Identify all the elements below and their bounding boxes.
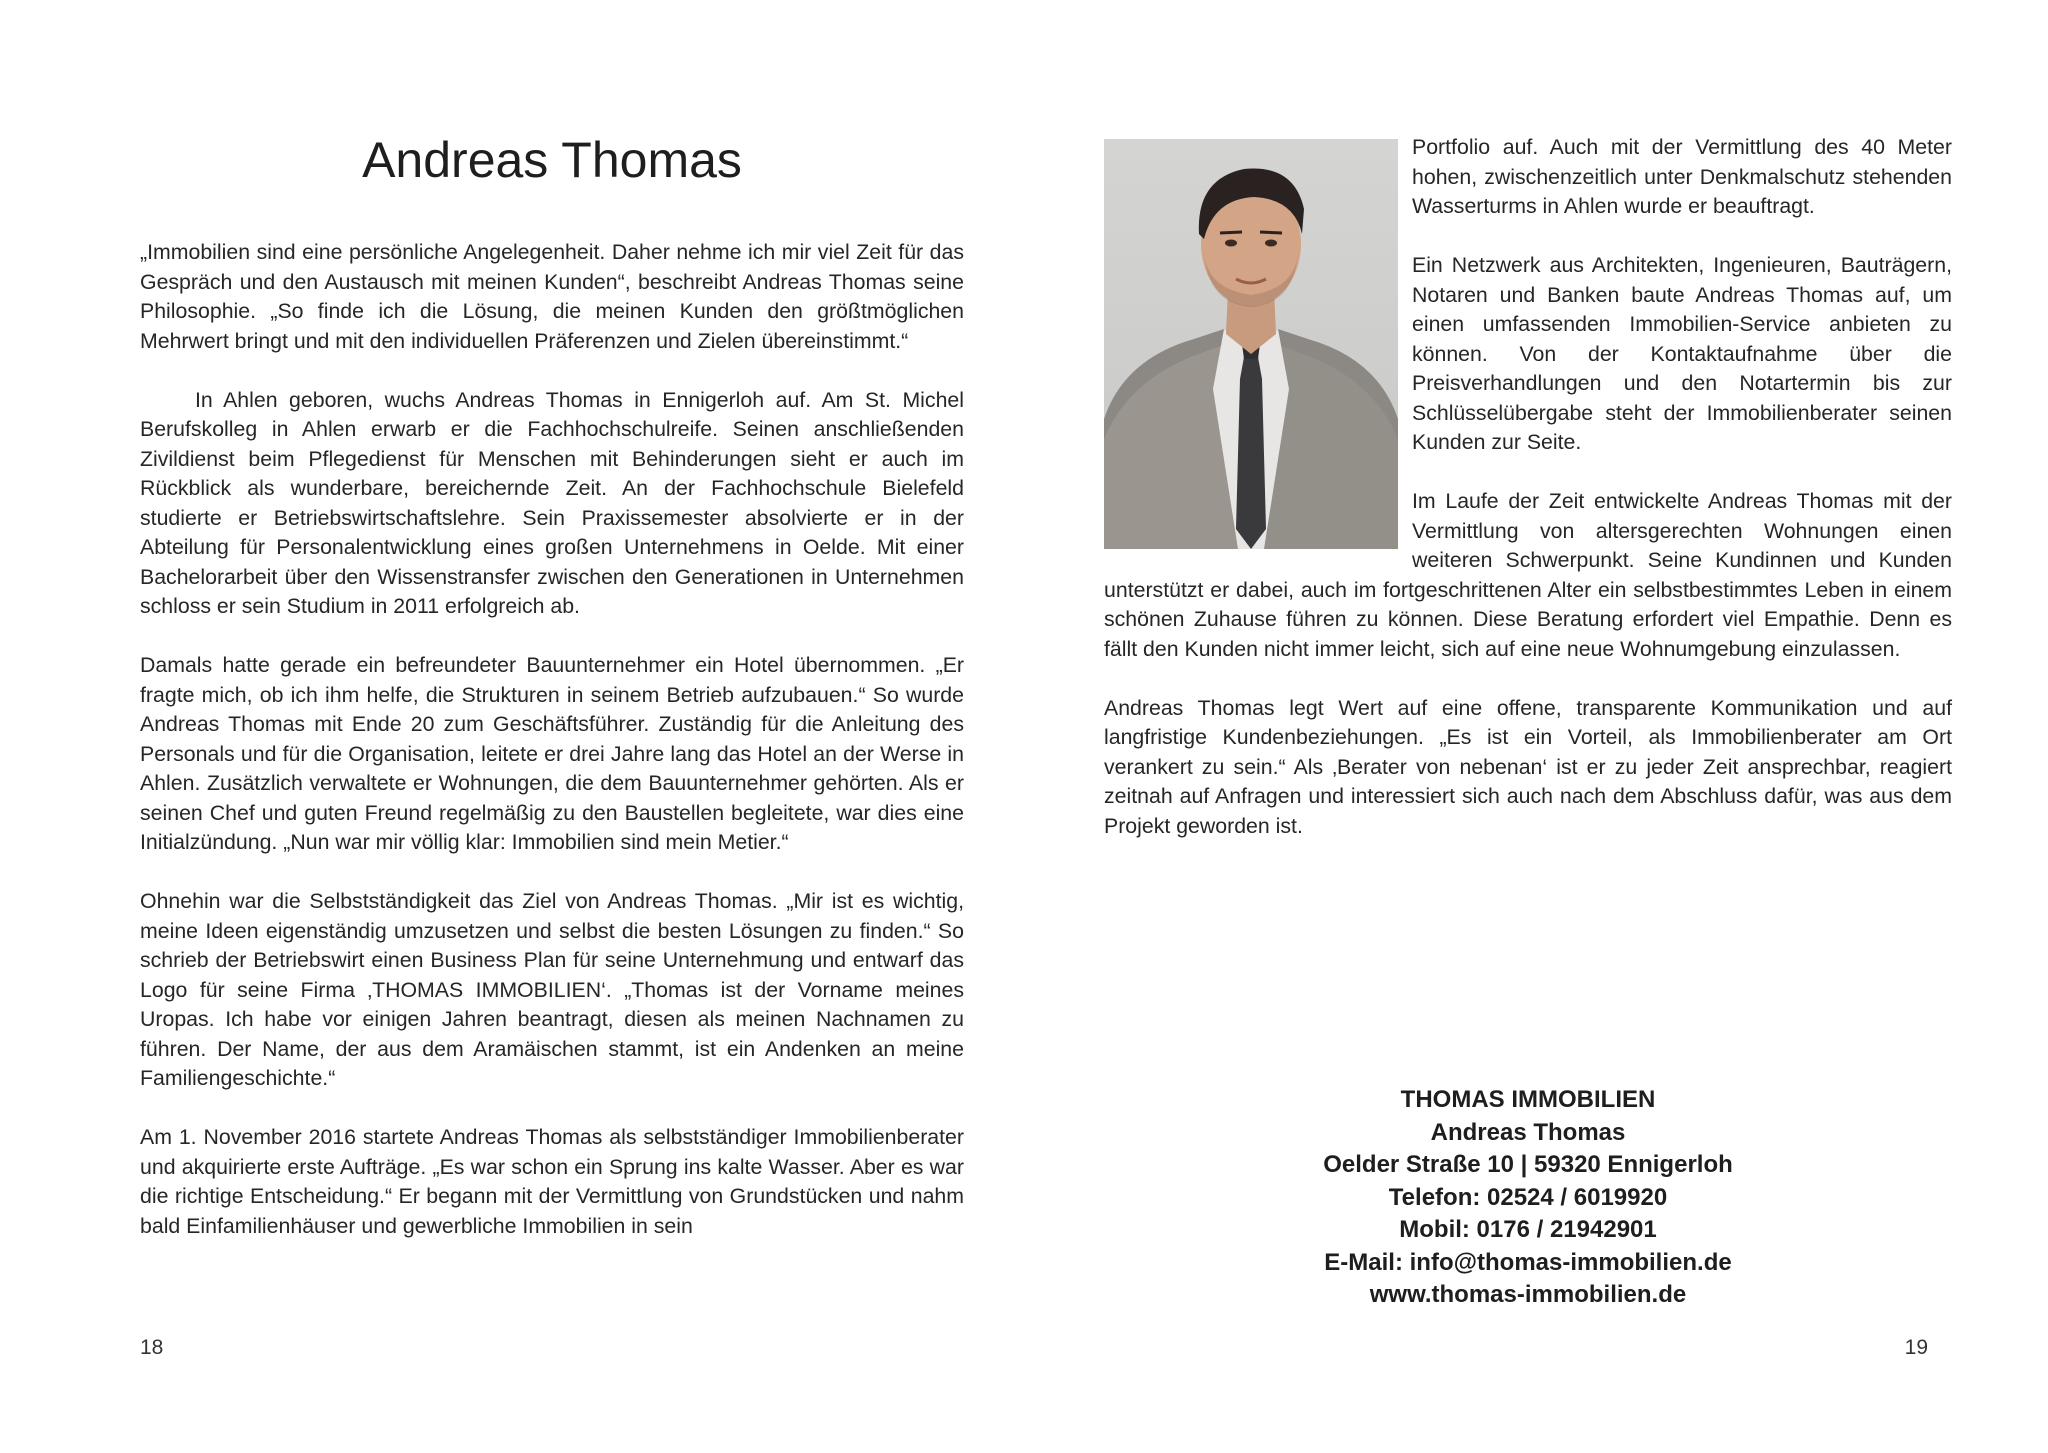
paragraph-portfolio: Portfolio auf. Auch mit der Vermittlung des 40 Meter hohen, zwischenzeitlich unter Denkmalschutz stehenden Wasserturms in Ahlen wurde er beauftragt. — [1412, 135, 1952, 218]
contact-block — [1104, 1084, 1952, 1312]
page-title: Andreas Thomas — [362, 132, 742, 188]
paragraph-self-employment: Ohnehin war die Selbstständigkeit das Ziel von Andreas Thomas. „Mir ist es wichtig, meine Ideen eigenständig umzusetzen und selbst die besten Lösungen zu finden.“ So schrieb der Betriebswirt einen Business Plan für seine Unternehmung und entwarf das Logo für seine Firma ‚THOMAS IMMOBILIEN‘. „Thomas ist der Vorname meines Uropas. Ich habe vor einigen Jahren beantragt, diesen als meinen Nachnamen zu führen. Der Name, der aus dem Aramäischen stammt, ist ein Andenken an meine Familiengeschichte.“ — [140, 889, 964, 1090]
company-name: THOMAS IMMOBILIEN — [1400, 1086, 1656, 1113]
paragraph-intro-quote: „Immobilien sind eine persönliche Angelegenheit. Daher nehme ich mir viel Zeit für das Gespräch und den Austausch mit meinen Kunden“, beschreibt Andreas Thomas seine Philosophie. „So finde ich die Lösung, die meinen Kunden den größtmöglichen Mehrwert bringt und mit den individuellen Präferenzen und Zielen übereinstimmt.“ — [140, 240, 964, 353]
contact-phone: Telefon: 02524 / 6019920 — [1388, 1183, 1668, 1211]
paragraph-senior-housing: Im Laufe der Zeit entwickelte Andreas Thomas mit der Vermittlung von altersgerechten Wohnungen einen weiteren Schwerpunkt. Seine Kundinnen und Kunden unterstützt er dabei, auch im fortgeschrittenen Alter ein selbstbestimmtes Leben in einem schönen Zuhause führen zu können. Diese Beratung erfordert viel Empathie. Denn es fällt den Kunden nicht immer leicht, sich auf eine neue Wohnumgebung einzulassen. — [1104, 489, 1952, 661]
right-page — [1024, 0, 2048, 1453]
paragraph-biography: In Ahlen geboren, wuchs Andreas Thomas in Ennigerloh auf. Am St. Michel Berufskolleg in Ahlen erwarb er die Fachhochschulreife. Seinen anschließenden Zivildienst beim Pflegedienst für Menschen mit Behinderungen sieht er auch im Rückblick als wunderbare, bereichernde Zeit. An der Fachhochschule Bielefeld studierte er Betriebswirtschaftslehre. Sein Praxissemester absolvierte er in der Abteilung für Personalentwicklung eines großen Unternehmens in Oelde. Mit einer Bachelorarbeit über den Wissenstransfer zwischen den Generationen in Unternehmen schloss er sein Studium in 2011 erfolgreich ab. — [140, 387, 964, 618]
paragraph-communication: Andreas Thomas legt Wert auf eine offene, transparente Kommunikation und auf langfristige Kundenbeziehungen. „Es ist ein Vorteil, als Immobilienberater am Ort verankert zu sein.“ Als ‚Berater von nebenan‘ ist er zu jeder Zeit ansprechbar, reagiert zeitnah auf Anfragen und interessiert sich auch nach dem Abschluss dafür, was aus dem Projekt geworden ist. — [1104, 695, 1952, 838]
contact-email: E-Mail: info@thomas-immobilien.de — [1324, 1248, 1732, 1276]
page-number: 18 — [140, 1336, 164, 1359]
paragraph-start: Am 1. November 2016 startete Andreas Thomas als selbstständiger Immobilienberater und akquirierte erste Aufträge. „Es war schon ein Sprung ins kalte Wasser. Aber es war die richtige Entscheidung.“ Er begann mit der Vermittlung von Grundstücken und nahm bald Einfamilienhäuser und gewerbliche Immobilien in sein — [140, 1125, 964, 1238]
article-body-right — [1104, 133, 1952, 871]
contact-address: Oelder Straße 10 | 59320 Ennigerloh — [1323, 1151, 1733, 1178]
contact-mobile: Mobil: 0176 / 21942901 — [1399, 1216, 1657, 1243]
paragraph-network: Ein Netzwerk aus Architekten, Ingenieuren, Bauträgern, Notaren und Banken baute Andreas Thomas auf, um einen umfassenden Immobilien-Service anbieten zu können. Von der Kontaktaufnahme über die Preisverhandlungen und den Notartermin bis zur Schlüsselübergabe steht der Immobilienberater seinen Kunden zur Seite. — [1412, 253, 1952, 454]
contact-name: Andreas Thomas — [1430, 1118, 1626, 1146]
article-body-left — [140, 238, 964, 1271]
contact-website: www.thomas-immobilien.de — [1369, 1281, 1687, 1308]
page-number: 19 — [1904, 1336, 1928, 1359]
paragraph-hotel: Damals hatte gerade ein befreundeter Bauunternehmer ein Hotel übernommen. „Er fragte mich, ob ich ihm helfe, die Strukturen in seinem Betrieb aufzubauen.“ So wurde Andreas Thomas mit Ende 20 zum Geschäftsführer. Zuständig für die Anleitung des Personals und für die Organisation, leitete er drei Jahre lang das Hotel an der Werse in Ahlen. Zusätzlich verwaltete er Wohnungen, die dem Bauunternehmer gehörten. Als er seinen Chef und guten Freund regelmäßig zu den Baustellen begleitete, war dies eine Initialzündung. „Nun war mir völlig klar: Immobilien sind mein Metier.“ — [140, 653, 964, 854]
portrait-photo — [1104, 139, 1398, 549]
